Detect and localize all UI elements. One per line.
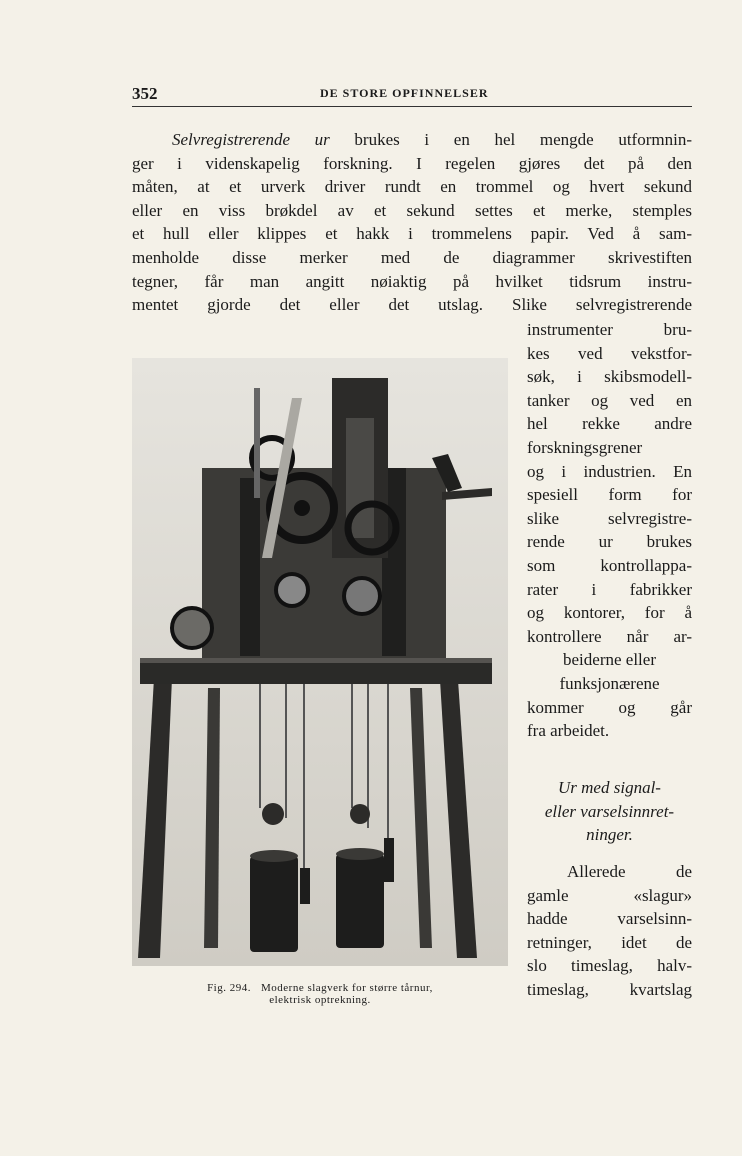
text-line: hadde varselsinn- [527,909,692,929]
text-line: rater i fabrikker [527,579,692,599]
paragraph-self-recording-clocks [132,128,692,317]
text-line: menholde disse merker med de diagrammer skrivestiften [132,247,692,267]
term-self-recording-clock: Selvregistrerende ur [172,130,330,149]
subheading-line: Ur med signal- [558,778,661,797]
text-line: funksjonærene [559,673,660,693]
figure-caption [132,982,508,1006]
text-line: timeslag, kvartslag [527,979,692,999]
text-line: slike selvregistre- [527,508,692,528]
text-line: slo timeslag, halv- [527,956,692,976]
text-line: mentet gjorde det eller det utslag. Slike selvregistrerende [132,295,692,315]
text-line: gamle «slagur» [527,885,692,905]
text-line: søk, i skibsmodell- [527,367,692,387]
caption-text-line-2: elektrisk optrekning. [269,994,371,1006]
text-line: et hull eller klippes et hakk i trommelens papir. Ved å sam- [132,224,692,244]
text-line: som kontrollappa- [527,555,692,575]
text-line: spesiell form for [527,485,692,505]
text-line: rende ur brukes [527,532,692,552]
paragraph-continuation-column [527,318,692,743]
text-line: fra arbeidet. [527,721,610,741]
text-line: kontrollere når ar- [527,626,692,646]
text-line: måten, at et urverk driver rundt en trommel og hvert sekund [132,177,692,197]
figure-label: Fig. 294. [207,982,251,994]
text-line: kes ved vekstfor- [527,343,692,363]
text-line: beiderne eller [563,650,656,670]
text-line: hel rekke andre [527,414,692,434]
paragraph-signal-clocks [527,860,692,1002]
caption-text-line-1: Moderne slagverk for større tårnur, [261,982,433,994]
page-header [132,84,692,107]
text-line: tegner, får man angitt nøiaktig på hvilket tidsrum instru- [132,271,692,291]
text-line: Selvregistrerende ur brukes i en hel mengde utformnin- [172,130,692,149]
subheading-line: ninger. [586,825,633,845]
text-line: tanker og ved en [527,390,692,410]
figure-photo-tower-clock [132,358,508,966]
text-line: eller en viss brøkdel av et sekund settes et merke, stemples [132,200,692,220]
running-head: DE STORE OPFINNELSER [320,86,489,100]
text-line: instrumenter bru- [527,320,692,339]
subheading-line: eller varselsinnret- [544,801,675,821]
text-line: og i industrien. En [527,461,692,481]
text-line: og kontorer, for å [527,603,692,623]
text-line: retninger, idet de [527,932,692,952]
text-line: Allerede de [567,862,692,881]
subheading-signal-clocks [527,776,692,847]
page-number: 352 [132,84,158,103]
tower-clock-mechanism-illustration [132,358,508,966]
text-line: kommer og går [527,697,692,717]
text-line: ger i videnskapelig forskning. I regelen gjøres det på den [132,153,692,173]
text-line: forskningsgrener [527,437,643,457]
caption-line [132,982,508,994]
